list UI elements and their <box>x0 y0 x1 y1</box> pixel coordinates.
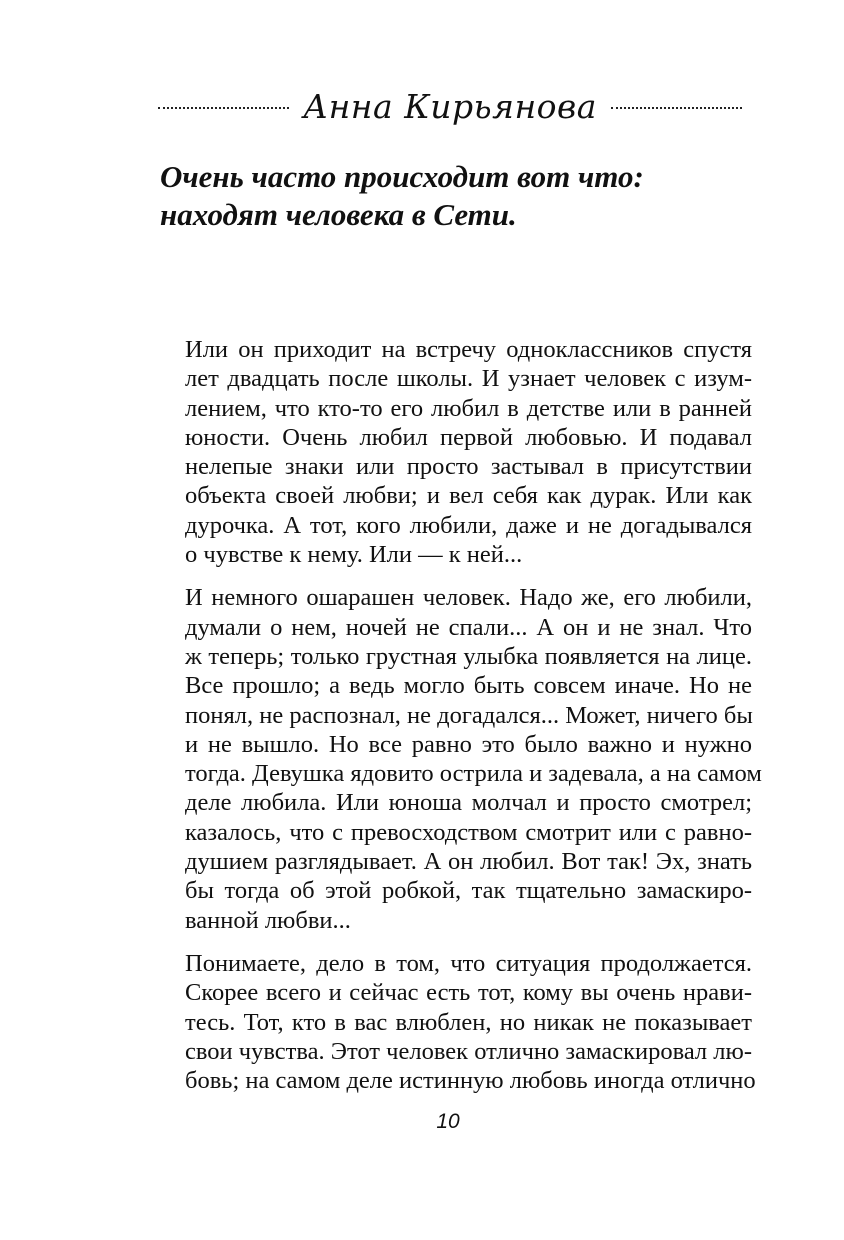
text-line: дурочка. А тот, кого любили, даже и не догадывался <box>185 511 752 539</box>
header-rule-left <box>158 107 289 109</box>
section-subtitle <box>160 158 740 234</box>
text-line: Понимаете, дело в том, что ситуация продолжается. <box>185 949 752 977</box>
text-line: деле любила. Или юноша молчал и просто смотрел; <box>185 789 752 817</box>
text-line: И немного ошарашен человек. Надо же, его любили, <box>185 584 752 612</box>
text-line: бовь; на самом деле истинную любовь иногда отлично <box>185 1067 756 1095</box>
text-line: лет двадцать после школы. И узнает человек с изум- <box>185 365 752 393</box>
paragraph <box>185 583 762 935</box>
text-line: объекта своей любви; и вел себя как дурак. Или как <box>185 482 752 510</box>
paragraph <box>185 335 752 569</box>
text-line: казалось, что с превосходством смотрит или с равно- <box>185 818 752 846</box>
text-line: тесь. Тот, кто в вас влюблен, но никак не показывает <box>185 1008 752 1036</box>
text-line: ванной любви... <box>185 906 351 934</box>
text-line: лением, что кто-то его любил в детстве или в ранней <box>185 394 752 422</box>
author-name: Анна Кирьянова <box>303 86 597 126</box>
text-line: бы тогда об этой робкой, так тщательно замаскиро- <box>185 877 752 905</box>
body-text <box>185 335 762 1109</box>
text-line: понял, не распознал, не догадался... Может, ничего бы <box>185 701 753 729</box>
subtitle-line: Очень часто происходит вот что: <box>160 159 644 194</box>
text-line: душием разглядывает. А он любил. Вот так! Эх, знать <box>185 848 752 876</box>
running-header <box>158 78 742 134</box>
text-line: Или он приходит на встречу одноклассников спустя <box>185 336 752 363</box>
page-number: 10 <box>436 1110 460 1133</box>
text-line: и не вышло. Но все равно это было важно и нужно <box>185 730 752 758</box>
text-line: юности. Очень любил первой любовью. И подавал <box>185 423 752 451</box>
text-line: думали о нем, ночей не спали... А он и не знал. Что <box>185 613 752 641</box>
text-line: Все прошло; а ведь могло быть совсем иначе. Но не <box>185 672 752 700</box>
paragraph <box>185 949 756 1095</box>
text-line: нелепые знаки или просто застывал в присутствии <box>185 453 752 481</box>
text-line: о чувстве к нему. Или — к ней... <box>185 541 523 569</box>
subtitle-line: находят человека в Сети. <box>160 197 517 232</box>
text-line: свои чувства. Этот человек отлично замаскировал лю- <box>185 1037 752 1065</box>
text-line: тогда. Девушка ядовито острила и задевала, а на самом <box>185 760 762 788</box>
text-line: Скорее всего и сейчас есть тот, кому вы очень нрави- <box>185 979 752 1007</box>
text-line: ж теперь; только грустная улыбка появляется на лице. <box>185 642 752 670</box>
header-rule-right <box>611 107 742 109</box>
